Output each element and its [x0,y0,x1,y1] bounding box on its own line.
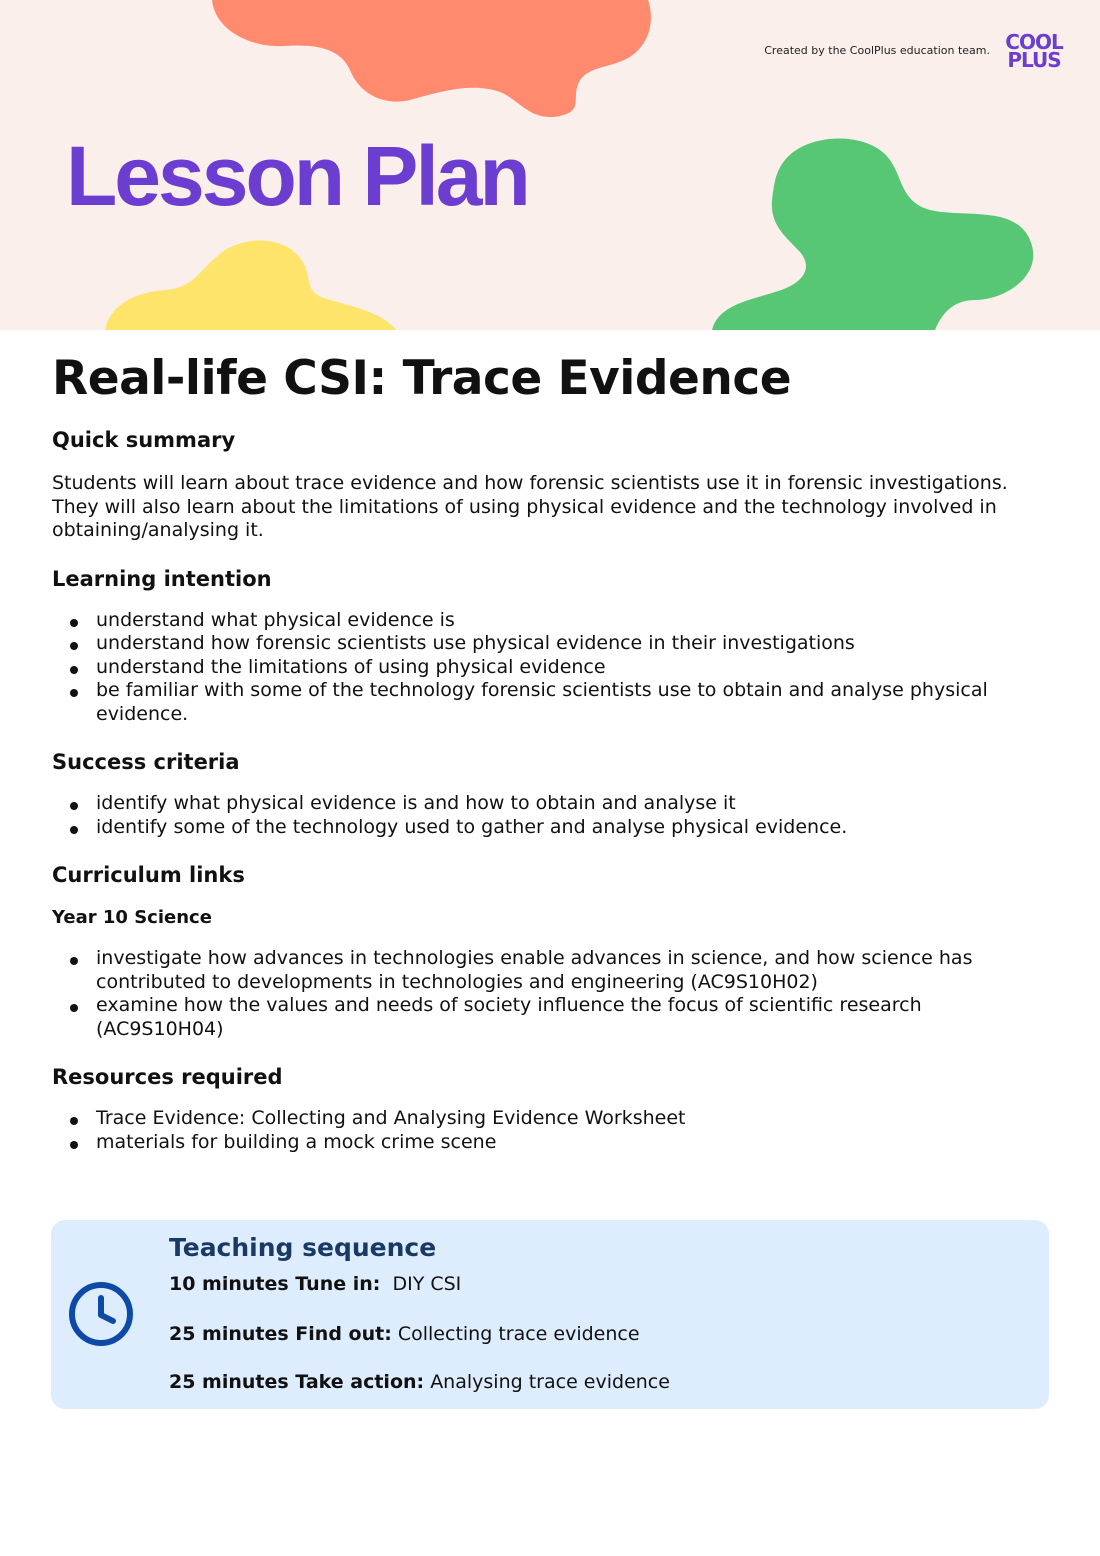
step-label: 25 minutes Find out: [169,1323,392,1345]
teaching-step [169,1322,640,1346]
teaching-sequence-box [51,1220,1049,1409]
teaching-step [169,1272,461,1296]
curriculum-links-heading: Curriculum links [52,863,245,887]
quick-summary-heading: Quick summary [52,428,236,452]
learning-intention-list [52,609,1052,727]
lesson-content [52,350,1052,1154]
step-label: 10 minutes Tune in: [169,1273,381,1295]
credit-text: Created by the CoolPlus education team. [764,44,990,57]
quick-summary-text: Students will learn about trace evidence and how forensic scientists use it in forensic investigations. They will also learn about the limitations of using physical evidence and the technology involved in obtaining/analysing it. [52,472,1008,541]
orange-blob [212,0,651,117]
teaching-sequence-heading: Teaching sequence [169,1233,437,1262]
coolplus-logo [1003,30,1065,73]
list-item: understand what physical evidence is [52,609,1052,633]
curriculum-subheading: Year 10 Science [52,907,212,928]
step-text: DIY CSI [392,1273,462,1295]
list-item: understand the limitations of using physical evidence [52,656,1052,680]
step-text: Analysing trace evidence [430,1371,670,1393]
logo-line-1: COOL [1005,30,1063,54]
banner-title: Lesson Plan [66,129,528,223]
teaching-step [169,1370,670,1394]
step-text: Collecting trace evidence [397,1323,640,1345]
list-item: identify some of the technology used to gather and analyse physical evidence. [52,816,1052,840]
learning-intention-heading: Learning intention [52,566,272,591]
curriculum-list [52,947,1052,1041]
list-item: materials for building a mock crime scene [52,1131,1052,1155]
success-criteria-heading: Success criteria [52,750,240,774]
list-item: identify what physical evidence is and how to obtain and analyse it [52,792,1052,816]
resources-heading: Resources required [52,1065,283,1089]
logo-line-2: PLUS [1007,48,1061,72]
clock-icon [67,1280,135,1348]
green-blob [712,139,1033,330]
success-criteria-list [52,792,1052,839]
resources-list [52,1107,1052,1154]
yellow-blob [105,241,396,330]
list-item: be familiar with some of the technology forensic scientists use to obtain and analyse physical evidence. [52,679,1052,726]
list-item: examine how the values and needs of society influence the focus of scientific research (AC9S10H04) [52,994,1052,1041]
list-item: investigate how advances in technologies enable advances in science, and how science has contributed to developments in technologies and engineering (AC9S10H02) [52,947,1052,994]
document-title: Real-life CSI: Trace Evidence [52,351,792,406]
list-item: understand how forensic scientists use physical evidence in their investigations [52,632,1052,656]
header-banner [0,0,1100,330]
step-label: 25 minutes Take action: [169,1371,425,1393]
list-item: Trace Evidence: Collecting and Analysing Evidence Worksheet [52,1107,1052,1131]
